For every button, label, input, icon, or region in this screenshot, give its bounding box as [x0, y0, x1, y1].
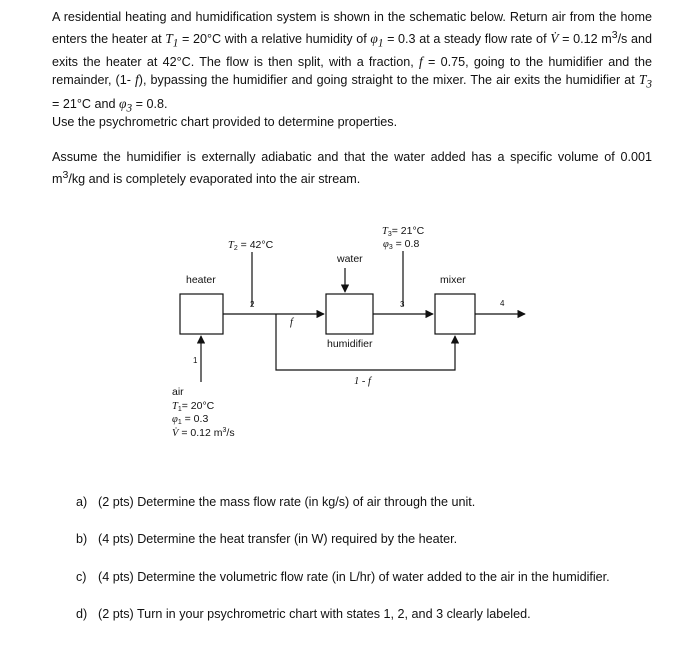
question-a-label: a)	[76, 495, 88, 509]
question-d-label: d)	[76, 607, 88, 621]
T3-annotation: T3= 21°C	[382, 225, 425, 238]
problem-paragraph-assumption: Assume the humidifier is externally adiabatic and that the water added has a specific volume of 0.001 $m^3/kg$ and is completely evaporated into the air stream.	[52, 150, 652, 186]
symbol-vdot: V̇	[550, 30, 559, 46]
problem-paragraph-chart-note: Use the psychrometric chart provided to determine properties.	[52, 115, 398, 129]
T2-annotation: T2 = 42°C	[228, 239, 274, 252]
question-b	[76, 531, 457, 547]
water-label: water	[337, 253, 363, 265]
bypass-fraction-label: 1 - f	[354, 376, 371, 387]
inlet-air-label: air	[172, 386, 184, 398]
mixer-label: mixer	[440, 274, 466, 286]
vdot-annotation: V̇ = 0.12 $m^3/s$	[172, 427, 235, 439]
humidifier-box	[326, 294, 373, 334]
question-b-label: b)	[76, 532, 88, 546]
problem-paragraph-intro: A residential heating and humidification system is shown in the schematic below. Return air from the home enters the heater at $T_1 = 20^\circ C$ with a relative humidity of $\varphi_1 = 0.3$ at a steady flow rate of V̇ = 0.12 $m^3/s$ and exits the heater at 42°C. The flow is then split, with a fraction, f = 0.75, going to the humidifier and the remainder, (1- f), bypassing the humidifier and going straight to the mixer. The air exits the humidifier at $T_3 = 21^\circ C$ and $\varphi_3 = 0.8$.	[52, 10, 653, 115]
heater-box	[180, 294, 223, 334]
humidifier-label: humidifier	[327, 338, 373, 350]
symbol-phi1: $\varphi_1$	[370, 30, 384, 50]
fraction-f-label: f	[290, 317, 293, 328]
state-2-label: 2	[250, 300, 255, 309]
state-1-label: 1	[193, 356, 198, 365]
phi3-annotation: φ3 = 0.8	[383, 238, 420, 251]
heater-label: heater	[186, 274, 216, 286]
mixer-box	[435, 294, 475, 334]
question-c	[76, 569, 610, 585]
symbol-T1: $T_1$	[165, 30, 179, 50]
question-d-text: (2 pts) Turn in your psychrometric chart with states 1, 2, and 3 clearly labeled.	[98, 607, 531, 621]
T1-annotation: T1= 20°C	[172, 400, 215, 413]
symbol-T3: $T_3$	[638, 72, 652, 92]
question-a	[76, 494, 475, 510]
question-b-text: (4 pts) Determine the heat transfer (in W) required by the heater.	[98, 532, 458, 546]
symbol-f-2: f	[135, 72, 139, 88]
symbol-phi3: $\varphi_3$	[119, 95, 133, 115]
question-c-text: (4 pts) Determine the volumetric flow rate (in L/hr) of water added to the air in the humidifier.	[98, 570, 610, 584]
bypass-pipe	[276, 314, 455, 370]
state-3-label: 3	[400, 300, 405, 309]
phi1-annotation: φ1 = 0.3	[172, 413, 209, 426]
question-a-text: (2 pts) Determine the mass flow rate (in kg/s) of air through the unit.	[98, 495, 476, 509]
question-d	[76, 606, 531, 622]
symbol-f: f	[418, 53, 423, 69]
question-c-label: c)	[76, 570, 87, 584]
state-4-label: 4	[500, 299, 505, 308]
